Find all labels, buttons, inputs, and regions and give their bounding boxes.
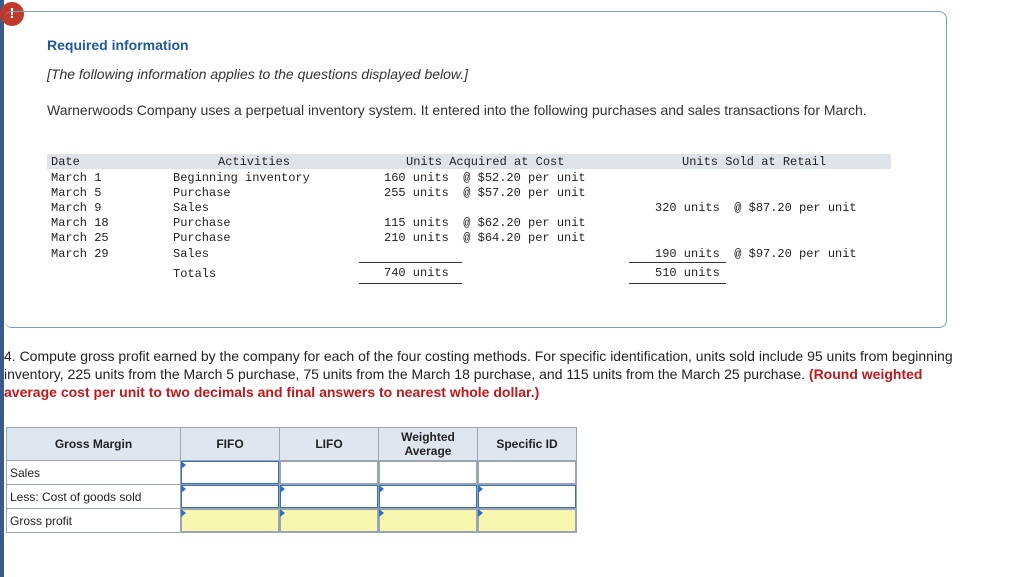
sold-total-rule: [629, 283, 726, 284]
col-header-units-acquired: Units Acquired at Cost: [406, 155, 565, 169]
table-row: [7, 485, 577, 509]
entry-marker-icon: [181, 509, 186, 517]
header-fifo: FIFO: [181, 428, 280, 461]
row-activity: Purchase: [173, 231, 231, 245]
row-sold: 190 units @ $97.20 per unit: [655, 247, 857, 261]
cogs-fifo-input[interactable]: [181, 485, 279, 508]
row-activity: Purchase: [173, 216, 231, 230]
totals-acquired: 740 units: [384, 266, 449, 280]
row-acquired: 255 units @ $57.20 per unit: [384, 186, 586, 200]
entry-marker-icon: [379, 485, 384, 493]
gross-profit-lifo[interactable]: [280, 509, 378, 532]
row-activity: Beginning inventory: [173, 171, 310, 185]
row-date: March 9: [51, 201, 102, 215]
entry-marker-icon: [478, 509, 483, 517]
question-4: [4, 347, 964, 401]
col-header-date: Date: [51, 155, 80, 169]
alert-icon: !: [0, 2, 24, 26]
intro-text: Warnerwoods Company uses a perpetual inventory system. It entered into the following purchases and sales transactions for March.: [47, 102, 867, 118]
gross-profit-weighted[interactable]: [379, 509, 477, 532]
cogs-lifo-input[interactable]: [280, 485, 378, 508]
row-activity: Purchase: [173, 186, 231, 200]
row-date: March 25: [51, 231, 109, 245]
header-specific-id: Specific ID: [478, 428, 577, 461]
row-date: March 1: [51, 171, 102, 185]
col-header-units-sold: Units Sold at Retail: [682, 155, 827, 169]
required-info-subtitle: [The following information applies to the questions displayed below.]: [47, 66, 469, 82]
table-row: [7, 461, 577, 485]
cogs-specific-input[interactable]: [478, 485, 576, 508]
gross-profit-specific[interactable]: [478, 509, 576, 532]
sales-specific-input[interactable]: [478, 461, 576, 484]
header-lifo: LIFO: [280, 428, 379, 461]
sales-fifo-input[interactable]: [181, 461, 279, 484]
row-date: March 18: [51, 216, 109, 230]
entry-marker-icon: [280, 485, 285, 493]
table-header-row: [7, 428, 577, 461]
totals-sold: 510 units: [655, 266, 720, 280]
row-date: March 5: [51, 186, 102, 200]
required-info-title: Required information: [47, 37, 189, 53]
row-date: March 29: [51, 247, 109, 261]
question-text: 4. Compute gross profit earned by the company for each of the four costing methods. For specific identification, units sold include 95 units from beginning inventory, 225 units from the March 5 purchase, 75 units from the March 18 purchase, and 115 units from the March 25 purchase.: [4, 348, 953, 382]
row-activity: Sales: [173, 247, 210, 261]
rounding-instruction: (Round weighted average cost per unit to two decimals and final answers to nearest whole dollar.): [4, 366, 923, 400]
row-label-sales: Sales: [7, 461, 181, 485]
row-activity: Sales: [173, 201, 210, 215]
entry-marker-icon: [379, 509, 384, 517]
required-information-panel: [4, 11, 947, 328]
totals-label: Totals: [173, 267, 217, 281]
row-label-gross-profit: Gross profit: [7, 509, 181, 533]
entry-marker-icon: [181, 485, 186, 493]
row-acquired: 210 units @ $64.20 per unit: [384, 231, 586, 245]
row-acquired: 160 units @ $52.20 per unit: [384, 171, 586, 185]
header-weighted-average: Weighted Average: [379, 428, 478, 461]
row-acquired: 115 units @ $62.20 per unit: [384, 216, 586, 230]
cogs-weighted-input[interactable]: [379, 485, 477, 508]
sales-weighted-input[interactable]: [379, 461, 477, 484]
row-sold: 320 units @ $87.20 per unit: [655, 201, 857, 215]
gross-margin-table: [6, 427, 577, 533]
acquired-total-rule: [359, 283, 462, 284]
sales-lifo-input[interactable]: [280, 461, 378, 484]
acquired-subtotal-rule: [359, 262, 462, 263]
gross-profit-fifo[interactable]: [181, 509, 279, 532]
header-gross-margin: Gross Margin: [7, 428, 181, 461]
sold-subtotal-rule: [629, 262, 726, 263]
row-label-cogs: Less: Cost of goods sold: [7, 485, 181, 509]
entry-marker-icon: [181, 461, 186, 469]
entry-marker-icon: [280, 509, 285, 517]
col-header-activities: Activities: [218, 155, 291, 169]
entry-marker-icon: [478, 485, 483, 493]
table-row: [7, 509, 577, 533]
